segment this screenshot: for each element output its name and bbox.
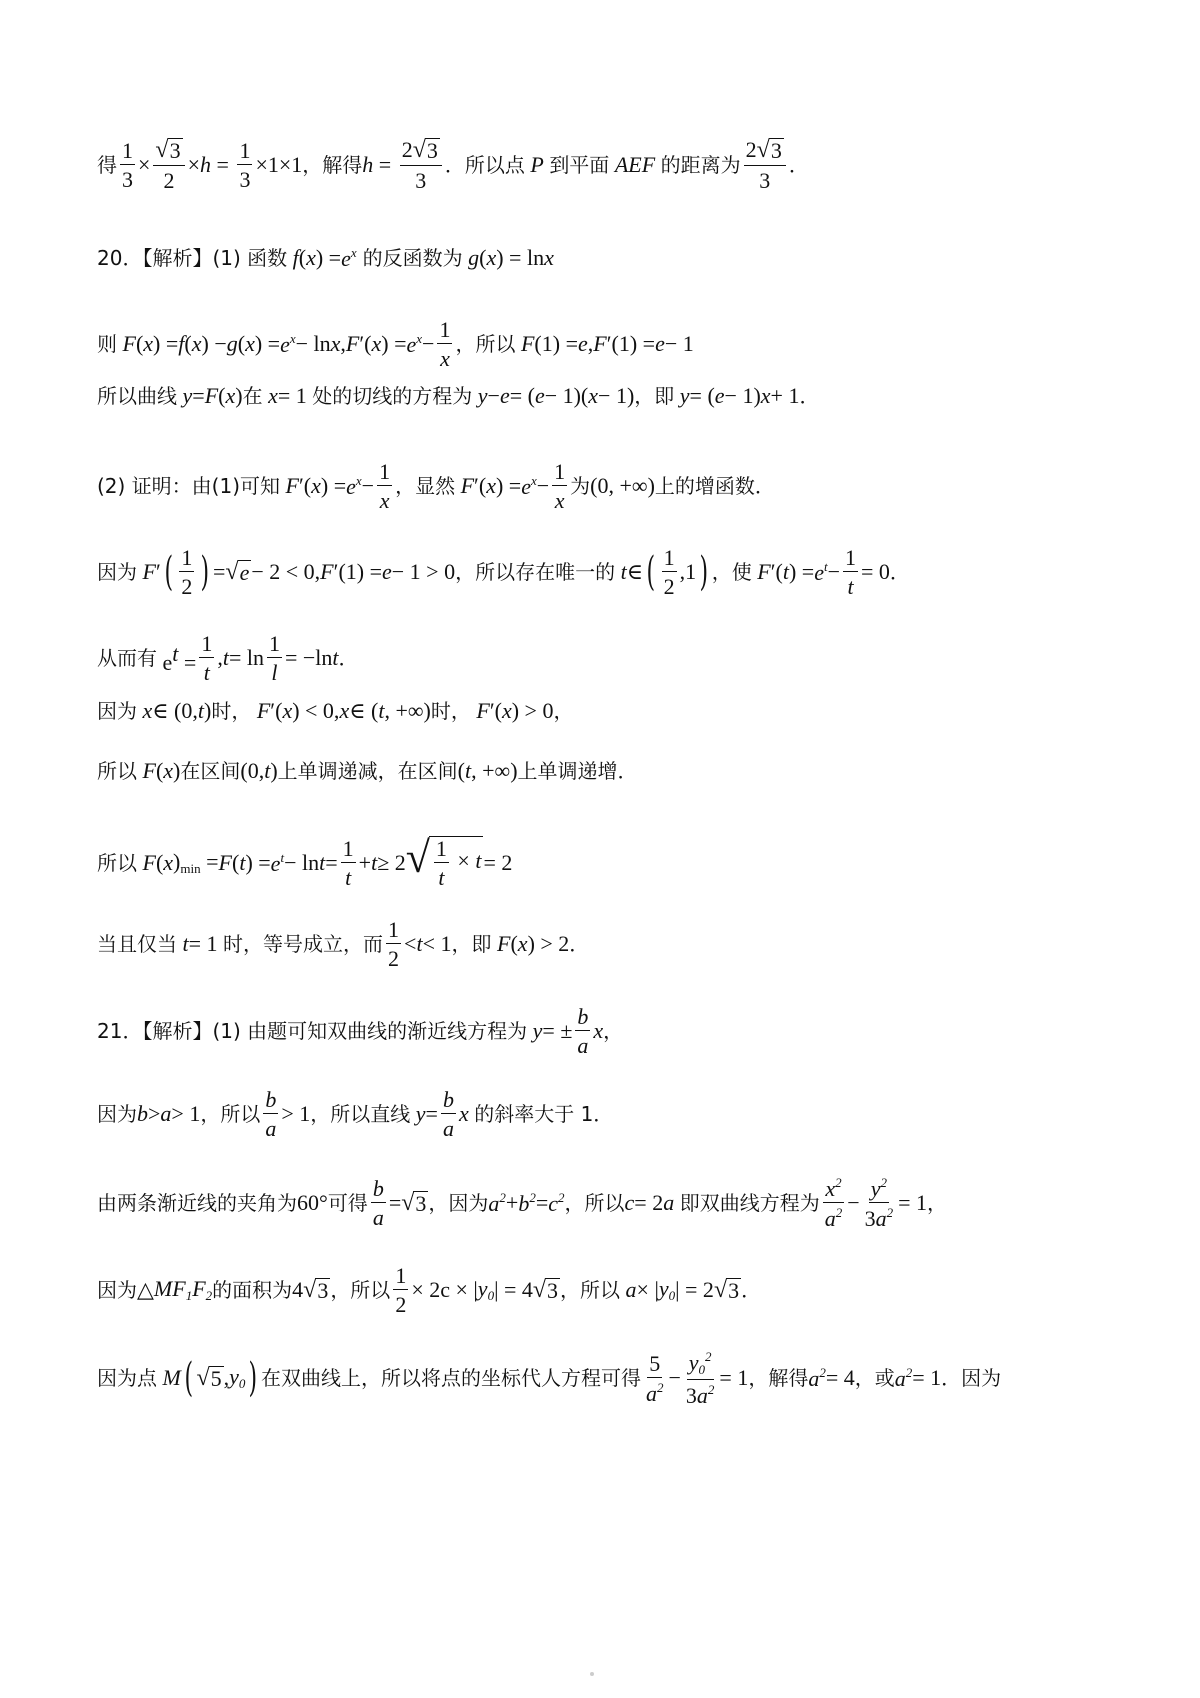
text: ．因为 [941,1366,1002,1391]
math-fraction: √ 3 2 [153,138,184,192]
text: 则 [97,332,117,357]
math-fraction: $\frac{1}{3}$ [122,138,133,193]
text: 20．【解析】(1) 函数 [97,246,288,270]
text: ，所以 [564,1191,625,1216]
math-fraction: $\frac{1}{2}$ [663,545,675,600]
line-2: 20．【解析】(1) 函数 f ( x ) = $e^x$ 的反函数为 g ( x ) = ln x [97,245,554,271]
text: 所以 [97,850,137,875]
line-5: (2) 证明：由(1)可知 F ′( x ) = $e^x$ − $\frac{1}{x}$ ，显然 F ′( x ) = $e^x$ − $\frac{1}{x}$ 为 (0, +∞) 上的增函数． [97,459,775,514]
text: ， [927,1191,948,1216]
text: (2) 证明：由(1)可知 [97,474,281,499]
text: ，解得 [748,1366,809,1391]
text: ． [889,560,910,585]
math-fraction: $\frac{b}{a}$ [442,1087,454,1142]
math-fraction: $\frac{1}{x}$ [379,459,391,514]
text: ，所以存在唯一的 [455,560,616,585]
text: 由两条渐近线的夹角为 [97,1191,297,1216]
math-fraction: $\frac{1}{l}$ [268,631,280,686]
text: 所以 [97,759,137,783]
math-fraction: $\frac{5}{a^2}$ [645,1350,664,1406]
line-14: 由两条渐近线的夹角为 60° 可得 $\frac{b}{a}$ = √ 3 ，因为 $a^2$ + $b^2$ = $c^2$ ，所以 c = 2 a 即双曲线方程为 $\frac{x^2}{a^2}$ − $\frac{y^2}{3a^2}$ = 1 ， [97,1175,948,1232]
text: 当且仅当 [97,932,177,957]
line-9: 所以 F ( x ) 在区间 (0, t ) 上单调递减，在区间 ( t , +∞) 上单调递增． [97,758,638,783]
line-1: 得 $\frac{1}{3}$ × √ 3 2 × h = $\frac{1}{3}$ ×1×1 ，解得 h = 2 √ 3 3 ．所以点 P 到平面 AEF 的距离为 2 √ 3 3 ． [97,137,809,194]
line-12: 21．【解析】(1) 由题可知双曲线的渐近线方程为 y = ± $\frac{b}{a}$ x ， [97,1004,624,1059]
text: ． [569,932,590,957]
text: 所以曲线 [97,384,177,408]
math-fraction: $\frac{b}{a}$ [577,1004,589,1059]
text: 处的切线的方程为 [312,384,473,408]
text: 在区间 [180,759,241,783]
math-fraction: $\frac{1}{x}$ [554,459,566,514]
math-sqrt: √ $\frac{1}{t}$ × t [405,833,482,891]
line-15: 因为 △ $MF_1F_2$ 的面积为 4 √ 3 ，所以 $\frac{1}{2}$ × 2c × | $y_0$ | = 4 √ 3 ，所以 a × | $y_0$ | = 2 √ 3 ． [97,1263,762,1318]
line-16: 因为点 M ( √ 5 , $y_0$ ) 在双曲线上，所以将点的坐标代人方程可得 $\frac{5}{a^2}$ − $\frac{y_0^2}{3a^2}$ = 1 ，解得 $a^2$ = 4 ，或 $a^2$ = 1 ．因为 [97,1349,1002,1408]
text: ，所以 [560,1278,621,1303]
text: ， [603,1019,624,1044]
text: 21．【解析】(1) 由题可知双曲线的渐近线方程为 [97,1019,528,1044]
text: 的面积为 [212,1278,293,1303]
text: 在 [242,384,263,408]
text: 的斜率大于 1． [474,1102,614,1127]
text: ．所以点 [444,153,525,178]
line-6: 因为 F ′ ( $\frac{1}{2}$ ) = √ e − 2 < 0, F ′(1) = e − 1 > 0 ，所以存在唯一的 t ∈ ( $\frac{1}{2}$ ,1 ) ，使 F ′( t ) = $e^t$ − $\frac{1}{t}$ = 0 ． [97,545,910,600]
math-fraction: $\frac{1}{2}$ [395,1263,407,1318]
math-fraction: $\frac{1}{2}$ [388,917,400,972]
text: 因为 [97,699,137,723]
text: 时，等号成立，而 [223,932,384,957]
math-fraction: $\frac{x^2}{a^2}$ [824,1175,843,1232]
text: ，所以直线 [310,1102,411,1127]
page-dot [590,1672,594,1676]
text: ． [338,646,359,671]
math-fraction: $\frac{1}{x}$ [439,317,451,372]
math-fraction: $\frac{y_0^2}{3a^2}$ [685,1349,715,1408]
text: ． [741,1278,762,1303]
line-13: 因为 b > a > 1 ，所以 $\frac{b}{a}$ > 1 ，所以直线 y = $\frac{b}{a}$ x 的斜率大于 1． [97,1087,614,1142]
text: 的距离为 [660,153,741,178]
text: 在双曲线上，所以将点的坐标代人方程可得 [260,1366,641,1391]
text: 时， [211,699,252,723]
line-3: 则 F ( x ) = f ( x ) − g ( x ) = $e^x$ − ln x , F ′( x ) = $e^x$ − $\frac{1}{x}$ ，所以 F (1) = e , F ′(1) = e − 1 [97,317,694,372]
text: 得 [97,153,117,178]
math-fraction: $\frac{1}{2}$ [181,545,193,600]
math-fraction: $\frac{b}{a}$ [265,1087,277,1142]
text: ，使 [711,560,752,585]
line-4: 所以曲线 y = F ( x ) 在 x = 1 处的切线的方程为 y − e = ( e − 1)( x − 1) ，即 y = ( e − 1) x + 1 ． [97,383,820,408]
line-11: 当且仅当 t = 1 时，等号成立，而 $\frac{1}{2}$ < t < 1 ，即 F ( x ) > 2 ． [97,917,590,972]
text: ． [788,153,809,178]
text: ，所以 [200,1102,261,1127]
text: 因为 [97,1102,137,1127]
text: 从而有 [97,646,157,671]
text: ，解得 [302,153,363,178]
text: ，即 [451,932,492,957]
math-fraction: $\frac{1}{3}$ [239,138,251,193]
math-fraction: $\frac{1}{t}$ [201,631,213,686]
line-8: 因为 x ∈ (0, t ) 时， F ′( x ) < 0, x ∈ ( t , +∞) 时， F ′( x ) > 0 ， [97,698,574,723]
line-7: 从而有 $e^t$ = $\frac{1}{t}$ , t = ln $\frac{1}{l}$ = −ln t ． [97,631,359,686]
math-fraction: $\frac{1}{t}$ [845,545,856,600]
text: 即双曲线方程为 [679,1191,820,1216]
text: ，所以 [455,332,516,357]
text: ，显然 [395,474,456,499]
text: ，或 [854,1366,895,1391]
text: 因为 [97,1278,137,1303]
math-fraction: $\frac{b}{a}$ [372,1176,384,1231]
text: 因为点 [97,1366,157,1391]
text: 为 [570,474,591,499]
text: 到平面 [549,153,610,178]
text: ，即 [634,384,675,408]
text: ，因为 [428,1191,489,1216]
text: 的反函数为 [362,246,463,270]
text: 时， [430,699,471,723]
text: 上的增函数． [654,474,775,499]
text: ， [553,699,574,723]
math-fraction: 2 √ 3 3 [744,138,786,192]
text: 上单调递增． [517,759,638,783]
math-fraction: $\frac{1}{t}$ [342,835,354,890]
math-fraction: 2 √ 3 3 [400,138,442,192]
math-fraction: $\frac{y^2}{3a^2}$ [864,1175,894,1232]
line-10: 所以 F ( x )$_{min}$ = F ( t ) = $e^t$ − ln t = $\frac{1}{t}$ + t ≥ 2 √ $\frac{1}{t}$ × t = 2 [97,833,513,891]
text: 因为 [97,560,137,585]
text: ，所以 [330,1278,391,1303]
text: ． [799,384,820,408]
text: 上单调递减，在区间 [277,759,458,783]
text: 可得 [327,1191,368,1216]
